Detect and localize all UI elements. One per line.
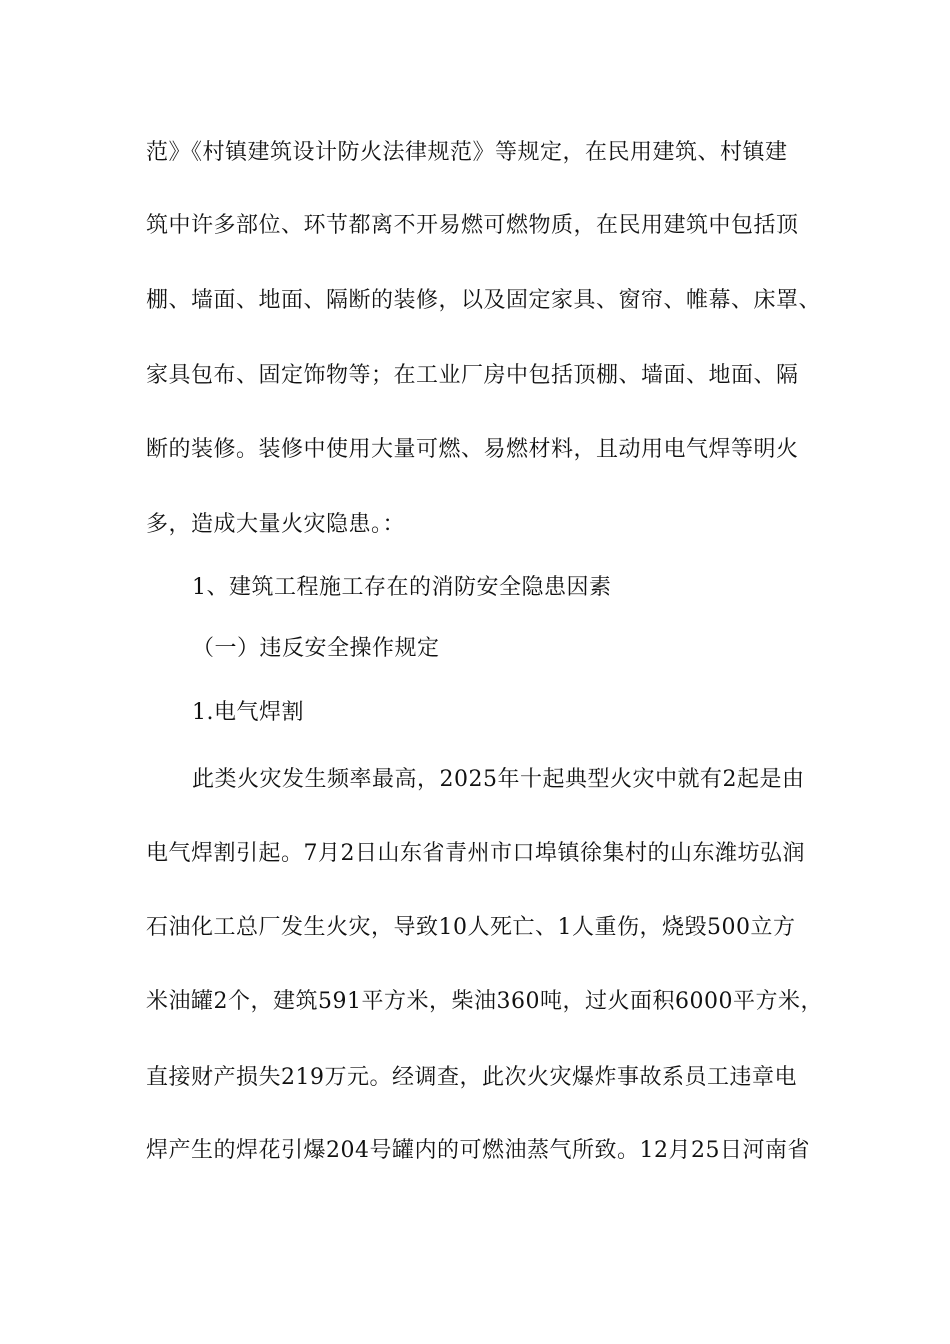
subsection-heading: （一）违反安全操作规定: [192, 636, 440, 661]
item-heading: 1.电气焊割: [192, 700, 304, 725]
paragraph-line: 范》《村镇建筑设计防火法律规范》等规定，在民用建筑、村镇建: [146, 140, 788, 165]
paragraph-line: 家具包布、固定饰物等；在工业厂房中包括顶棚、墙面、地面、隔: [146, 363, 799, 388]
paragraph-line: 焊产生的焊花引爆204号罐内的可燃油蒸气所致。12月25日河南省: [146, 1138, 810, 1163]
paragraph-line: 此类火灾发生频率最高，2025年十起典型火灾中就有2起是由: [192, 767, 805, 792]
paragraph-line: 米油罐2个，建筑591平方米，柴油360吨，过火面积6000平方米，: [146, 989, 823, 1014]
paragraph-line: 多，造成大量火灾隐患。：: [146, 512, 406, 537]
paragraph-line: 直接财产损失219万元。经调查，此次火灾爆炸事故系员工违章电: [146, 1065, 797, 1090]
section-heading: 1、建筑工程施工存在的消防安全隐患因素: [192, 575, 612, 600]
paragraph-line: 断的装修。装修中使用大量可燃、易燃材料，且动用电气焊等明火: [146, 437, 799, 462]
paragraph-line: 棚、墙面、地面、隔断的装修，以及固定家具、窗帘、帷幕、床罩、: [146, 288, 822, 313]
paragraph-line: 石油化工总厂发生火灾，导致10人死亡、1人重伤，烧毁500立方: [146, 915, 796, 940]
paragraph-line: 筑中许多部位、环节都离不开易燃可燃物质，在民用建筑中包括顶: [146, 213, 799, 238]
paragraph-line: 电气焊割引起。7月2日山东省青州市口埠镇徐集村的山东潍坊弘润: [146, 841, 805, 866]
